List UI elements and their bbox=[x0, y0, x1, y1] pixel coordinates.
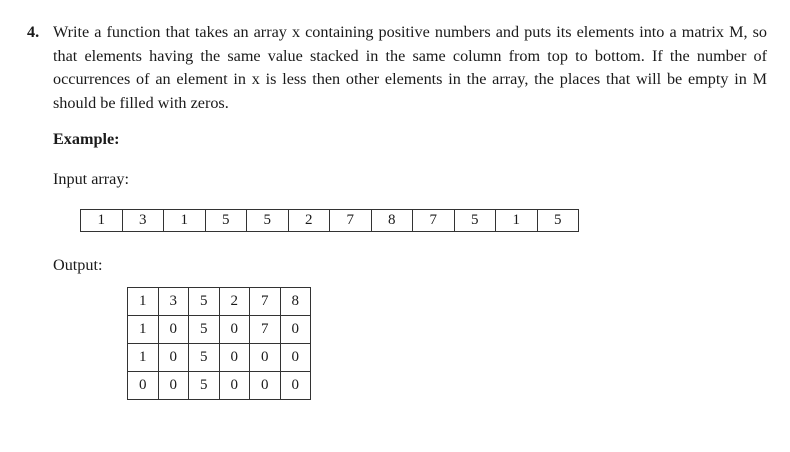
problem-text: Write a function that takes an array x containing positive numbers and puts its elements into a matrix M, so that elements having the same value stacked in the same column from top to bottom. If the number of occurrences of an element in x is less then other elements in the array, the places that will be empty in M should be filled with zeros. bbox=[53, 23, 767, 112]
matrix-cell: 0 bbox=[219, 344, 250, 372]
matrix-cell: 3 bbox=[158, 288, 189, 316]
input-cell: 5 bbox=[537, 210, 579, 232]
matrix-cell: 0 bbox=[280, 344, 311, 372]
matrix-cell: 5 bbox=[189, 372, 220, 400]
matrix-row bbox=[128, 372, 311, 400]
input-array-row bbox=[81, 210, 579, 232]
input-cell: 1 bbox=[81, 210, 123, 232]
matrix-cell: 0 bbox=[158, 372, 189, 400]
matrix-cell: 8 bbox=[280, 288, 311, 316]
input-cell: 8 bbox=[371, 210, 413, 232]
matrix-cell: 0 bbox=[219, 372, 250, 400]
matrix-cell: 0 bbox=[158, 344, 189, 372]
input-cell: 2 bbox=[288, 210, 330, 232]
output-label: Output: bbox=[53, 256, 103, 274]
matrix-cell: 0 bbox=[280, 372, 311, 400]
input-array-table bbox=[80, 209, 579, 232]
matrix-cell: 0 bbox=[219, 316, 250, 344]
problem-number: 4. bbox=[27, 23, 40, 41]
input-cell: 5 bbox=[454, 210, 496, 232]
matrix-cell: 0 bbox=[250, 372, 281, 400]
input-array-label: Input array: bbox=[53, 170, 129, 188]
input-cell: 3 bbox=[122, 210, 164, 232]
example-heading: Example: bbox=[53, 130, 120, 148]
input-cell: 1 bbox=[496, 210, 538, 232]
matrix-cell: 1 bbox=[128, 344, 159, 372]
matrix-cell: 1 bbox=[128, 316, 159, 344]
matrix-cell: 5 bbox=[189, 288, 220, 316]
matrix-row bbox=[128, 344, 311, 372]
matrix-cell: 5 bbox=[189, 316, 220, 344]
matrix-cell: 0 bbox=[250, 344, 281, 372]
output-matrix-table bbox=[127, 287, 311, 400]
matrix-cell: 7 bbox=[250, 316, 281, 344]
matrix-cell: 5 bbox=[189, 344, 220, 372]
matrix-cell: 1 bbox=[128, 288, 159, 316]
matrix-cell: 0 bbox=[280, 316, 311, 344]
matrix-row bbox=[128, 288, 311, 316]
matrix-cell: 7 bbox=[250, 288, 281, 316]
matrix-cell: 0 bbox=[128, 372, 159, 400]
input-cell: 7 bbox=[330, 210, 372, 232]
input-cell: 7 bbox=[413, 210, 455, 232]
matrix-cell: 2 bbox=[219, 288, 250, 316]
input-cell: 5 bbox=[205, 210, 247, 232]
problem-statement bbox=[27, 21, 767, 115]
input-cell: 1 bbox=[164, 210, 206, 232]
matrix-cell: 0 bbox=[158, 316, 189, 344]
matrix-row bbox=[128, 316, 311, 344]
input-cell: 5 bbox=[247, 210, 289, 232]
